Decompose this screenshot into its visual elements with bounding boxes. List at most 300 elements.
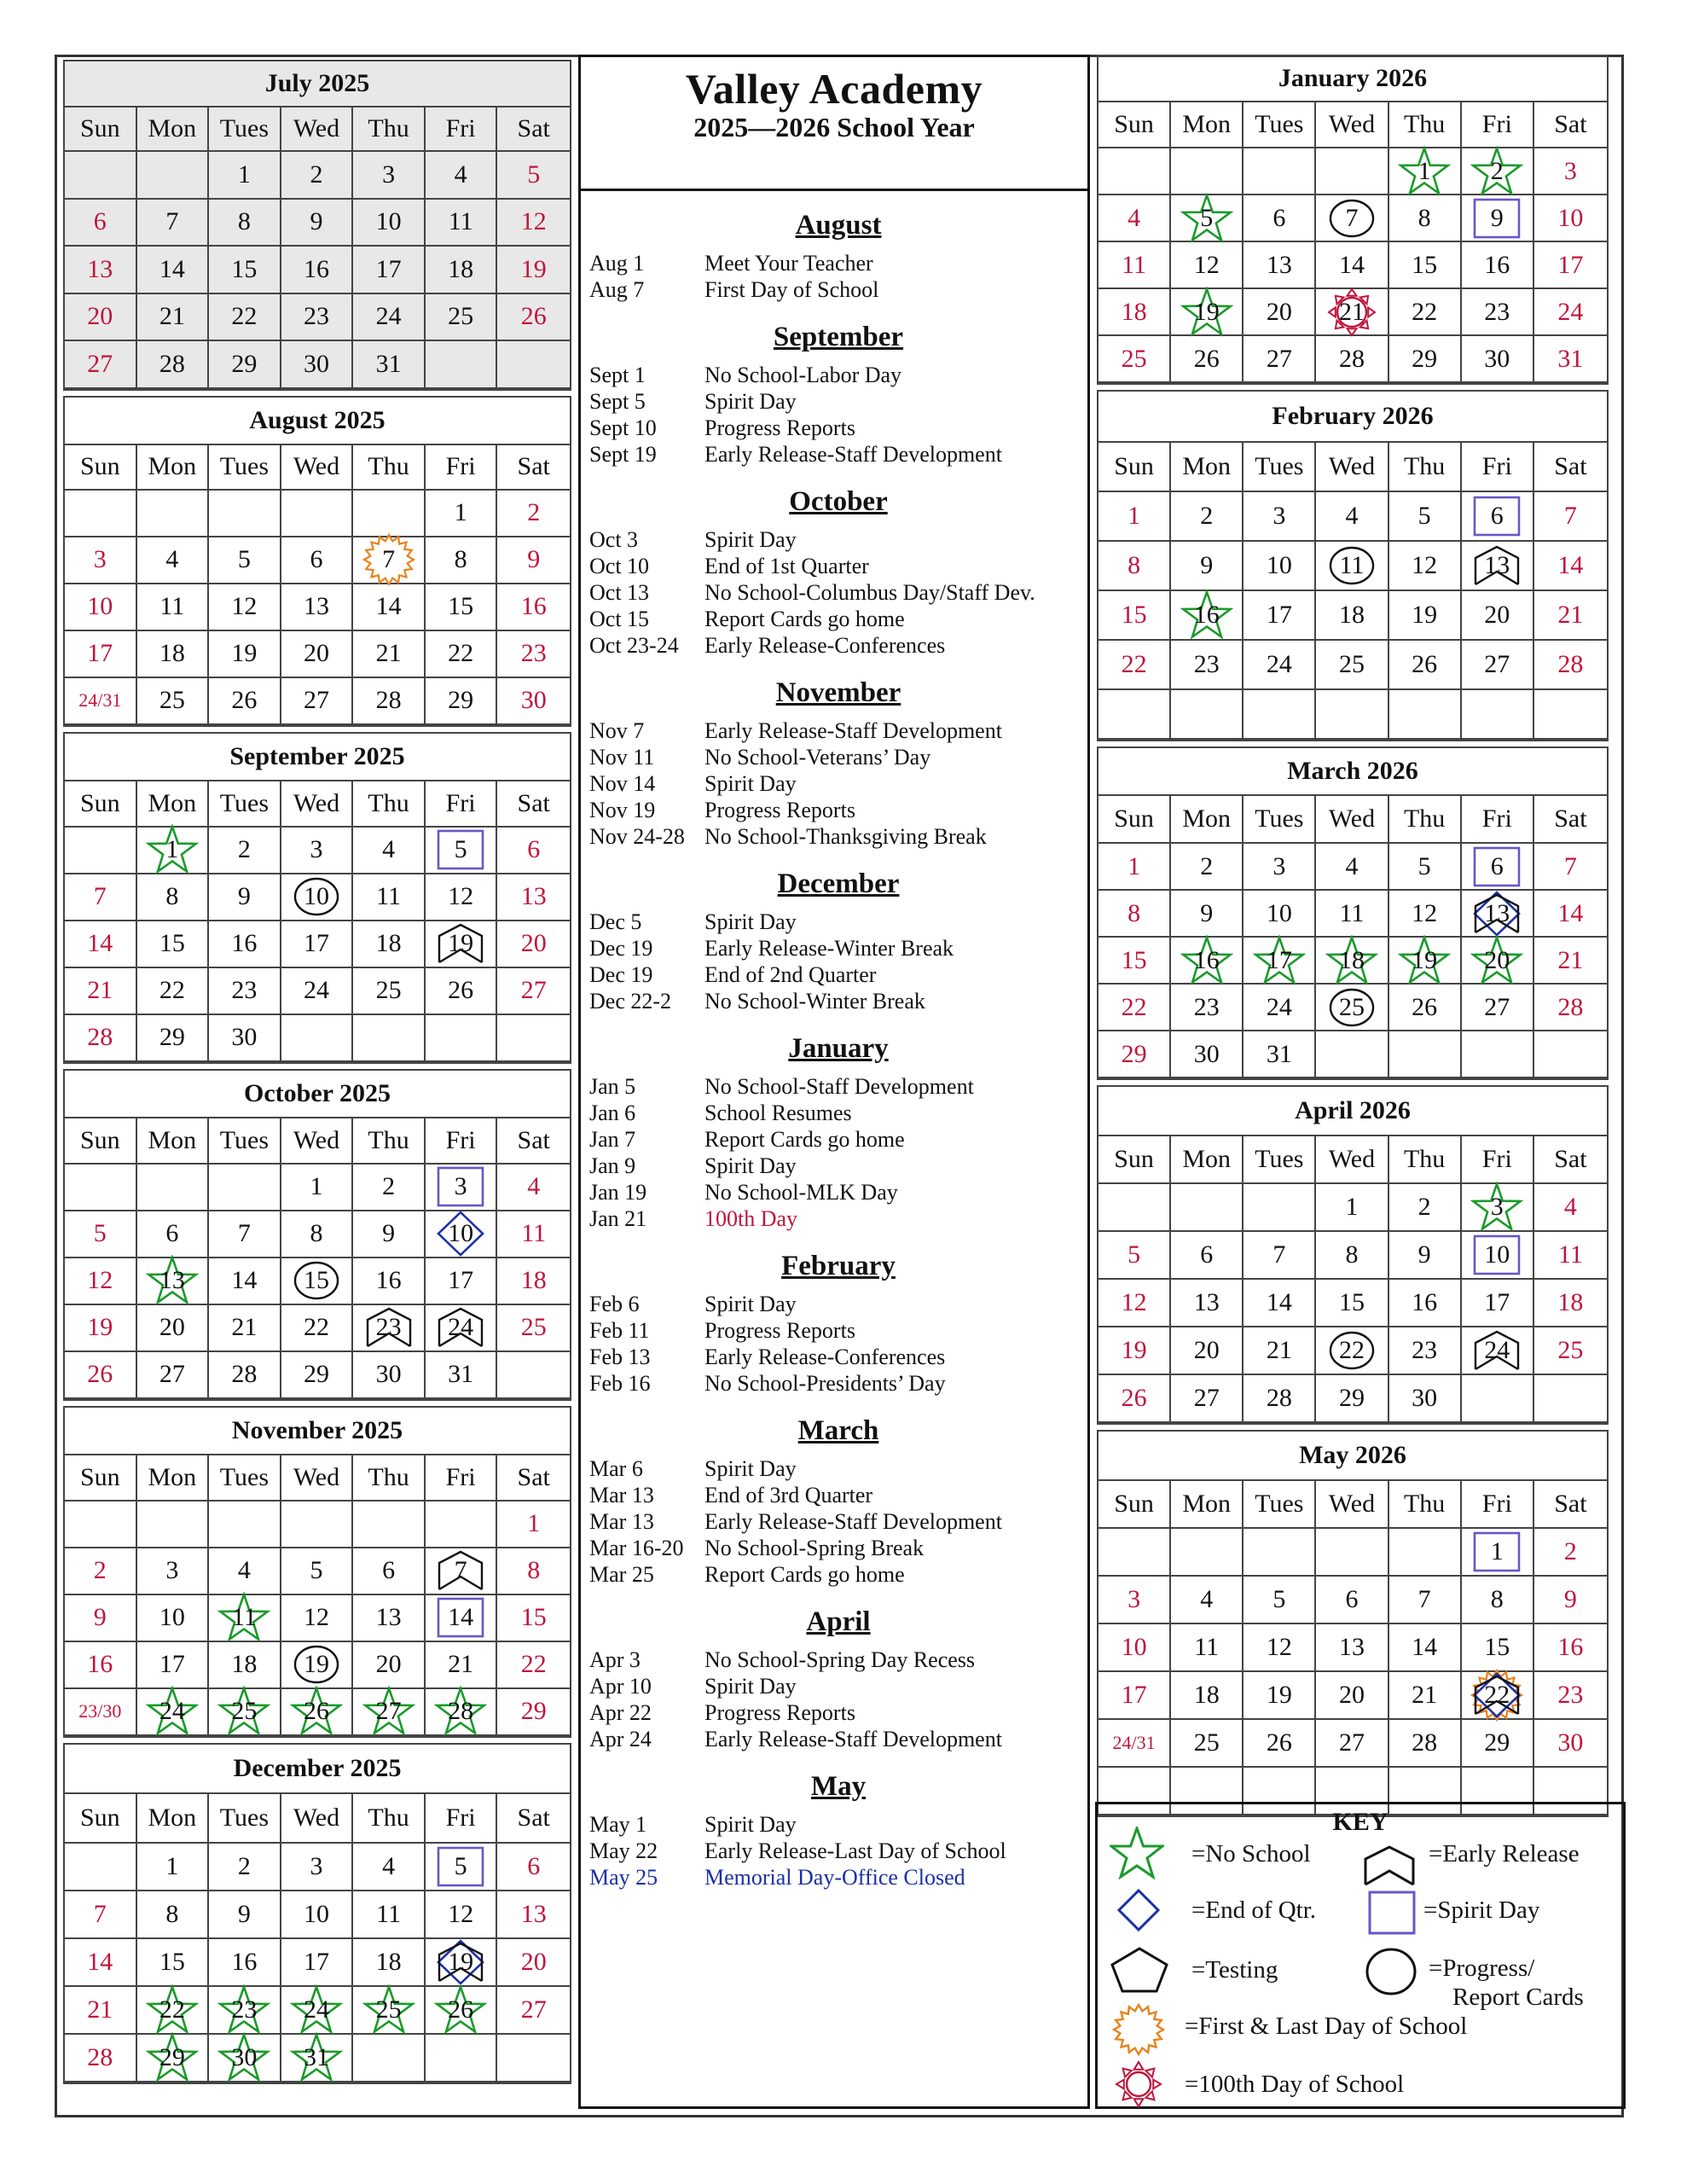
day-cell[interactable]	[137, 874, 210, 921]
day-cell[interactable]	[1244, 641, 1316, 690]
day-cell[interactable]	[1171, 1624, 1244, 1672]
day-cell[interactable]	[1534, 492, 1607, 542]
day-cell[interactable]	[1534, 1672, 1607, 1720]
day-cell[interactable]	[1244, 1720, 1316, 1768]
day-cell[interactable]	[65, 1305, 137, 1352]
day-cell[interactable]	[209, 1211, 281, 1258]
day-cell[interactable]	[497, 1258, 570, 1305]
day-cell[interactable]	[1171, 492, 1244, 542]
day-cell[interactable]	[426, 247, 498, 294]
day-cell[interactable]	[281, 1891, 354, 1939]
day-cell[interactable]	[353, 1548, 426, 1595]
day-cell[interactable]	[1389, 542, 1462, 591]
day-cell[interactable]	[1099, 641, 1171, 690]
day-cell[interactable]	[1316, 242, 1388, 289]
day-cell[interactable]	[281, 294, 354, 342]
day-cell[interactable]	[1316, 938, 1388, 985]
day-cell[interactable]	[1099, 1031, 1171, 1078]
day-cell[interactable]	[353, 678, 426, 725]
day-cell[interactable]	[1534, 844, 1607, 891]
day-cell[interactable]	[497, 1211, 570, 1258]
day-cell[interactable]	[1389, 148, 1462, 195]
day-cell[interactable]	[1389, 1672, 1462, 1720]
day-cell[interactable]	[209, 200, 281, 247]
day-cell[interactable]	[65, 1987, 137, 2035]
day-cell[interactable]	[1171, 641, 1244, 690]
day-cell[interactable]	[497, 1305, 570, 1352]
day-cell[interactable]	[353, 631, 426, 678]
day-cell[interactable]	[137, 294, 210, 342]
day-cell[interactable]	[1171, 891, 1244, 938]
day-cell[interactable]	[1099, 1577, 1171, 1624]
day-cell[interactable]	[281, 1305, 354, 1352]
day-cell[interactable]	[353, 1689, 426, 1736]
day-cell[interactable]	[209, 968, 281, 1015]
day-cell[interactable]	[209, 1352, 281, 1399]
day-cell[interactable]	[1462, 891, 1534, 938]
day-cell[interactable]	[1244, 542, 1316, 591]
day-cell[interactable]	[1171, 542, 1244, 591]
day-cell[interactable]	[353, 1258, 426, 1305]
day-cell[interactable]	[426, 828, 498, 874]
day-cell[interactable]	[281, 200, 354, 247]
day-cell[interactable]	[497, 1689, 570, 1736]
day-cell[interactable]	[137, 1595, 210, 1642]
day-cell[interactable]	[1389, 1624, 1462, 1672]
day-cell[interactable]	[1099, 542, 1171, 591]
day-cell[interactable]	[497, 200, 570, 247]
day-cell[interactable]	[353, 1211, 426, 1258]
day-cell[interactable]	[426, 1211, 498, 1258]
day-cell[interactable]	[209, 1939, 281, 1987]
day-cell[interactable]	[1462, 985, 1534, 1031]
day-cell[interactable]	[209, 1015, 281, 1062]
day-cell[interactable]	[426, 200, 498, 247]
day-cell[interactable]	[65, 1258, 137, 1305]
day-cell[interactable]	[353, 874, 426, 921]
day-cell[interactable]	[426, 1548, 498, 1595]
day-cell[interactable]	[209, 631, 281, 678]
day-cell[interactable]	[1244, 1232, 1316, 1280]
day-cell[interactable]	[1171, 1031, 1244, 1078]
day-cell[interactable]	[1244, 336, 1316, 383]
day-cell[interactable]	[1171, 195, 1244, 242]
day-cell[interactable]	[209, 1642, 281, 1689]
day-cell[interactable]	[281, 1352, 354, 1399]
day-cell[interactable]	[65, 2035, 137, 2082]
day-cell[interactable]	[1171, 1672, 1244, 1720]
day-cell[interactable]	[1534, 641, 1607, 690]
day-cell[interactable]	[1316, 336, 1388, 383]
day-cell[interactable]	[1171, 591, 1244, 641]
day-cell[interactable]	[281, 874, 354, 921]
day-cell[interactable]	[1389, 844, 1462, 891]
day-cell[interactable]	[1171, 289, 1244, 336]
day-cell[interactable]	[1316, 1280, 1388, 1327]
day-cell[interactable]	[1462, 938, 1534, 985]
day-cell[interactable]	[1462, 195, 1534, 242]
day-cell[interactable]	[65, 584, 137, 631]
day-cell[interactable]	[281, 1642, 354, 1689]
day-cell[interactable]	[281, 1258, 354, 1305]
day-cell[interactable]	[137, 1352, 210, 1399]
day-cell[interactable]	[1534, 985, 1607, 1031]
day-cell[interactable]	[1534, 591, 1607, 641]
day-cell[interactable]	[137, 1939, 210, 1987]
day-cell[interactable]	[1316, 641, 1388, 690]
day-cell[interactable]	[1099, 891, 1171, 938]
day-cell[interactable]	[1244, 242, 1316, 289]
day-cell[interactable]	[209, 874, 281, 921]
day-cell[interactable]	[1462, 844, 1534, 891]
day-cell[interactable]	[353, 1891, 426, 1939]
day-cell[interactable]	[1244, 844, 1316, 891]
day-cell[interactable]	[137, 1258, 210, 1305]
day-cell[interactable]	[1389, 336, 1462, 383]
day-cell[interactable]	[1389, 938, 1462, 985]
day-cell[interactable]	[497, 1939, 570, 1987]
day-cell[interactable]	[497, 537, 570, 584]
day-cell[interactable]	[1244, 1672, 1316, 1720]
day-cell[interactable]	[1316, 591, 1388, 641]
day-cell[interactable]	[426, 537, 498, 584]
day-cell[interactable]	[137, 1211, 210, 1258]
day-cell[interactable]	[497, 1844, 570, 1891]
day-cell[interactable]	[1462, 1184, 1534, 1232]
day-cell[interactable]	[281, 631, 354, 678]
day-cell[interactable]	[65, 1939, 137, 1987]
day-cell[interactable]	[1316, 1624, 1388, 1672]
day-cell[interactable]	[1389, 1327, 1462, 1375]
day-cell[interactable]	[281, 247, 354, 294]
day-cell[interactable]	[1389, 591, 1462, 641]
day-cell[interactable]	[1244, 1624, 1316, 1672]
day-cell[interactable]	[1316, 1672, 1388, 1720]
day-cell[interactable]	[353, 152, 426, 200]
day-cell[interactable]	[426, 874, 498, 921]
day-cell[interactable]	[1244, 591, 1316, 641]
day-cell[interactable]	[209, 1891, 281, 1939]
day-cell[interactable]	[1171, 985, 1244, 1031]
day-cell[interactable]	[1244, 1280, 1316, 1327]
day-cell[interactable]	[1389, 289, 1462, 336]
day-cell[interactable]	[1462, 1327, 1534, 1375]
day-cell[interactable]	[1171, 1375, 1244, 1423]
day-cell[interactable]	[497, 1642, 570, 1689]
day-cell[interactable]	[281, 584, 354, 631]
day-cell[interactable]	[137, 921, 210, 968]
day-cell[interactable]	[1316, 844, 1388, 891]
day-cell[interactable]	[353, 1642, 426, 1689]
day-cell[interactable]	[65, 341, 137, 389]
day-cell[interactable]	[1316, 985, 1388, 1031]
day-cell[interactable]	[1099, 938, 1171, 985]
day-cell[interactable]	[426, 1939, 498, 1987]
day-cell[interactable]	[353, 1844, 426, 1891]
day-cell[interactable]	[209, 537, 281, 584]
day-cell[interactable]	[65, 1548, 137, 1595]
day-cell[interactable]	[1316, 1577, 1388, 1624]
day-cell[interactable]	[1389, 492, 1462, 542]
day-cell[interactable]	[426, 1642, 498, 1689]
day-cell[interactable]	[426, 1689, 498, 1736]
day-cell[interactable]	[426, 1165, 498, 1211]
day-cell[interactable]	[426, 1891, 498, 1939]
day-cell[interactable]	[209, 1595, 281, 1642]
day-cell[interactable]	[1244, 1031, 1316, 1078]
day-cell[interactable]	[281, 537, 354, 584]
day-cell[interactable]	[137, 341, 210, 389]
day-cell[interactable]	[1534, 242, 1607, 289]
day-cell[interactable]	[1462, 542, 1534, 591]
day-cell[interactable]	[1462, 336, 1534, 383]
day-cell[interactable]	[65, 1352, 137, 1399]
day-cell[interactable]	[1316, 542, 1388, 591]
day-cell[interactable]	[137, 1987, 210, 2035]
day-cell[interactable]	[497, 968, 570, 1015]
day-cell[interactable]	[1389, 242, 1462, 289]
day-cell[interactable]	[1462, 1577, 1534, 1624]
day-cell[interactable]	[1244, 1327, 1316, 1375]
day-cell[interactable]	[65, 1642, 137, 1689]
day-cell[interactable]	[1171, 1280, 1244, 1327]
day-cell[interactable]	[209, 2035, 281, 2082]
day-cell[interactable]	[281, 1844, 354, 1891]
day-cell[interactable]	[1316, 492, 1388, 542]
day-cell[interactable]	[65, 247, 137, 294]
day-cell[interactable]	[1462, 1529, 1534, 1577]
day-cell[interactable]	[1534, 542, 1607, 591]
day-cell[interactable]	[281, 2035, 354, 2082]
day-cell[interactable]	[1389, 195, 1462, 242]
day-cell[interactable]	[1171, 938, 1244, 985]
day-cell[interactable]	[281, 1548, 354, 1595]
day-cell[interactable]	[1099, 242, 1171, 289]
day-cell[interactable]	[497, 584, 570, 631]
day-cell[interactable]	[137, 537, 210, 584]
day-cell[interactable]	[1244, 985, 1316, 1031]
day-cell[interactable]	[1171, 1327, 1244, 1375]
day-cell[interactable]	[1244, 492, 1316, 542]
day-cell[interactable]	[353, 968, 426, 1015]
day-cell[interactable]	[1099, 289, 1171, 336]
day-cell[interactable]	[353, 537, 426, 584]
day-cell[interactable]	[1099, 1720, 1171, 1768]
day-cell[interactable]	[1462, 289, 1534, 336]
day-cell[interactable]	[497, 152, 570, 200]
day-cell[interactable]	[353, 1305, 426, 1352]
day-cell[interactable]	[426, 1987, 498, 2035]
day-cell[interactable]	[1171, 844, 1244, 891]
day-cell[interactable]	[281, 921, 354, 968]
day-cell[interactable]	[281, 1165, 354, 1211]
day-cell[interactable]	[137, 1844, 210, 1891]
day-cell[interactable]	[281, 1211, 354, 1258]
day-cell[interactable]	[1389, 641, 1462, 690]
day-cell[interactable]	[497, 491, 570, 537]
day-cell[interactable]	[1462, 1232, 1534, 1280]
day-cell[interactable]	[1171, 1577, 1244, 1624]
day-cell[interactable]	[1534, 891, 1607, 938]
day-cell[interactable]	[209, 584, 281, 631]
day-cell[interactable]	[353, 828, 426, 874]
day-cell[interactable]	[1244, 938, 1316, 985]
day-cell[interactable]	[1316, 1184, 1388, 1232]
day-cell[interactable]	[209, 1305, 281, 1352]
day-cell[interactable]	[1534, 148, 1607, 195]
day-cell[interactable]	[353, 1352, 426, 1399]
day-cell[interactable]	[353, 200, 426, 247]
day-cell[interactable]	[1099, 492, 1171, 542]
day-cell[interactable]	[1099, 1375, 1171, 1423]
day-cell[interactable]	[497, 247, 570, 294]
day-cell[interactable]	[1389, 985, 1462, 1031]
day-cell[interactable]	[65, 1015, 137, 1062]
day-cell[interactable]	[1171, 242, 1244, 289]
day-cell[interactable]	[1316, 1232, 1388, 1280]
day-cell[interactable]	[426, 491, 498, 537]
day-cell[interactable]	[1534, 938, 1607, 985]
day-cell[interactable]	[1389, 1184, 1462, 1232]
day-cell[interactable]	[426, 1595, 498, 1642]
day-cell[interactable]	[497, 294, 570, 342]
day-cell[interactable]	[353, 921, 426, 968]
day-cell[interactable]	[1316, 1327, 1388, 1375]
day-cell[interactable]	[1462, 1624, 1534, 1672]
day-cell[interactable]	[426, 1258, 498, 1305]
day-cell[interactable]	[137, 1305, 210, 1352]
day-cell[interactable]	[1462, 1672, 1534, 1720]
day-cell[interactable]	[353, 1165, 426, 1211]
day-cell[interactable]	[281, 1987, 354, 2035]
day-cell[interactable]	[353, 1987, 426, 2035]
day-cell[interactable]	[1462, 1280, 1534, 1327]
day-cell[interactable]	[209, 1844, 281, 1891]
day-cell[interactable]	[1316, 891, 1388, 938]
day-cell[interactable]	[1171, 1232, 1244, 1280]
day-cell[interactable]	[65, 294, 137, 342]
day-cell[interactable]	[353, 584, 426, 631]
day-cell[interactable]	[65, 874, 137, 921]
day-cell[interactable]	[1099, 336, 1171, 383]
day-cell[interactable]	[1099, 195, 1171, 242]
day-cell[interactable]	[1462, 492, 1534, 542]
day-cell[interactable]	[137, 968, 210, 1015]
day-cell[interactable]	[281, 678, 354, 725]
day-cell[interactable]	[137, 1642, 210, 1689]
day-cell[interactable]	[1099, 844, 1171, 891]
day-cell[interactable]	[1389, 1280, 1462, 1327]
day-cell[interactable]	[497, 874, 570, 921]
day-cell[interactable]	[353, 1595, 426, 1642]
day-cell[interactable]	[1534, 1184, 1607, 1232]
day-cell[interactable]	[209, 341, 281, 389]
day-cell[interactable]	[1316, 289, 1388, 336]
day-cell[interactable]	[1244, 1375, 1316, 1423]
day-cell[interactable]	[1316, 1375, 1388, 1423]
day-cell[interactable]	[137, 1891, 210, 1939]
day-cell[interactable]	[209, 678, 281, 725]
day-cell[interactable]	[353, 247, 426, 294]
day-cell[interactable]	[426, 1305, 498, 1352]
day-cell[interactable]	[137, 631, 210, 678]
day-cell[interactable]	[137, 678, 210, 725]
day-cell[interactable]	[65, 1211, 137, 1258]
day-cell[interactable]	[281, 1939, 354, 1987]
day-cell[interactable]	[65, 921, 137, 968]
day-cell[interactable]	[1534, 1624, 1607, 1672]
day-cell[interactable]	[426, 631, 498, 678]
day-cell[interactable]	[209, 828, 281, 874]
day-cell[interactable]	[1171, 336, 1244, 383]
day-cell[interactable]	[426, 968, 498, 1015]
day-cell[interactable]	[353, 1939, 426, 1987]
day-cell[interactable]	[1171, 1720, 1244, 1768]
day-cell[interactable]	[497, 1891, 570, 1939]
day-cell[interactable]	[209, 1987, 281, 2035]
day-cell[interactable]	[1244, 891, 1316, 938]
day-cell[interactable]	[65, 631, 137, 678]
day-cell[interactable]	[209, 152, 281, 200]
day-cell[interactable]	[1244, 1577, 1316, 1624]
day-cell[interactable]	[209, 1548, 281, 1595]
day-cell[interactable]	[1099, 591, 1171, 641]
day-cell[interactable]	[1389, 1232, 1462, 1280]
day-cell[interactable]	[497, 1595, 570, 1642]
day-cell[interactable]	[1534, 289, 1607, 336]
day-cell[interactable]	[65, 537, 137, 584]
day-cell[interactable]	[209, 294, 281, 342]
day-cell[interactable]	[281, 968, 354, 1015]
day-cell[interactable]	[281, 152, 354, 200]
day-cell[interactable]	[1462, 591, 1534, 641]
day-cell[interactable]	[137, 1548, 210, 1595]
day-cell[interactable]	[281, 1595, 354, 1642]
day-cell[interactable]	[281, 828, 354, 874]
day-cell[interactable]	[1099, 1327, 1171, 1375]
day-cell[interactable]	[65, 1595, 137, 1642]
day-cell[interactable]	[1099, 1280, 1171, 1327]
day-cell[interactable]	[353, 294, 426, 342]
day-cell[interactable]	[1534, 1327, 1607, 1375]
day-cell[interactable]	[426, 584, 498, 631]
day-cell[interactable]	[1389, 1577, 1462, 1624]
day-cell[interactable]	[1316, 1720, 1388, 1768]
day-cell[interactable]	[281, 341, 354, 389]
day-cell[interactable]	[209, 1258, 281, 1305]
day-cell[interactable]	[1534, 336, 1607, 383]
day-cell[interactable]	[1462, 1720, 1534, 1768]
day-cell[interactable]	[426, 294, 498, 342]
day-cell[interactable]	[497, 1987, 570, 2035]
day-cell[interactable]	[137, 247, 210, 294]
day-cell[interactable]	[281, 1689, 354, 1736]
day-cell[interactable]	[65, 1689, 137, 1736]
day-cell[interactable]	[209, 921, 281, 968]
day-cell[interactable]	[497, 1165, 570, 1211]
day-cell[interactable]	[353, 341, 426, 389]
day-cell[interactable]	[497, 678, 570, 725]
day-cell[interactable]	[1534, 1577, 1607, 1624]
day-cell[interactable]	[497, 1548, 570, 1595]
day-cell[interactable]	[137, 584, 210, 631]
day-cell[interactable]	[1099, 985, 1171, 1031]
day-cell[interactable]	[1244, 195, 1316, 242]
day-cell[interactable]	[1389, 891, 1462, 938]
day-cell[interactable]	[426, 1352, 498, 1399]
day-cell[interactable]	[1389, 1375, 1462, 1423]
day-cell[interactable]	[426, 1844, 498, 1891]
